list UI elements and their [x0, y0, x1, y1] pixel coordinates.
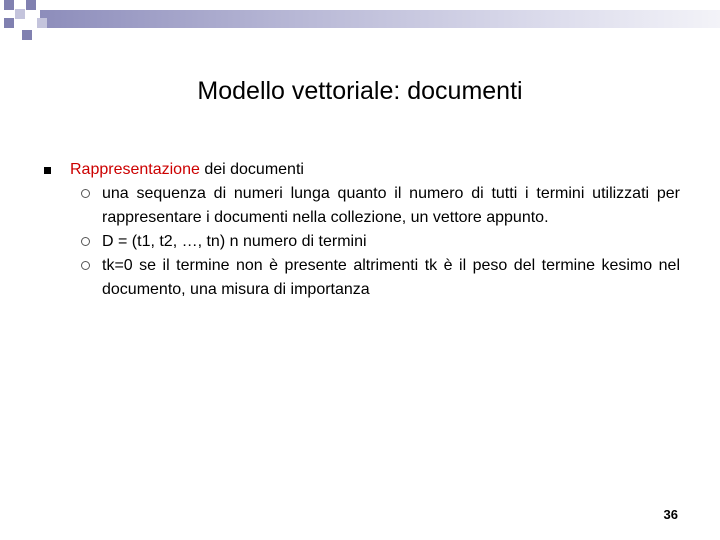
page-number: 36 [663, 507, 678, 522]
header-decoration [0, 0, 720, 40]
deco-square [37, 18, 47, 28]
sub-bullet-item [40, 230, 680, 254]
bullet-main-text: dei documenti [199, 161, 304, 178]
slide-content [40, 158, 680, 302]
deco-square [4, 0, 14, 10]
sub-bullet-item [40, 182, 680, 230]
bullet-main [40, 158, 680, 182]
sub-bullet-item [40, 254, 680, 302]
circle-bullet-icon [81, 189, 90, 198]
deco-square [22, 30, 32, 40]
deco-square [4, 18, 14, 28]
sub-bullet-list [40, 182, 680, 302]
sub-bullet-text: una sequenza di numeri lunga quanto il numero di tutti i termini utilizzati per rappresentare i documenti nella collezione, un vettore appunto. [102, 185, 680, 226]
deco-square [26, 0, 36, 10]
sub-bullet-text: D = (t1, t2, …, tn) n numero di termini [102, 233, 367, 250]
square-bullet-icon [44, 167, 51, 174]
circle-bullet-icon [81, 261, 90, 270]
deco-square [15, 9, 25, 19]
header-band [40, 10, 720, 28]
bullet-highlight: Rappresentazione [70, 161, 200, 178]
sub-bullet-text: tk=0 se il termine non è presente altrimenti tk è il peso del termine kesimo nel documento, una misura di importanza [102, 257, 680, 298]
slide-title: Modello vettoriale: documenti [197, 77, 523, 105]
circle-bullet-icon [81, 237, 90, 246]
